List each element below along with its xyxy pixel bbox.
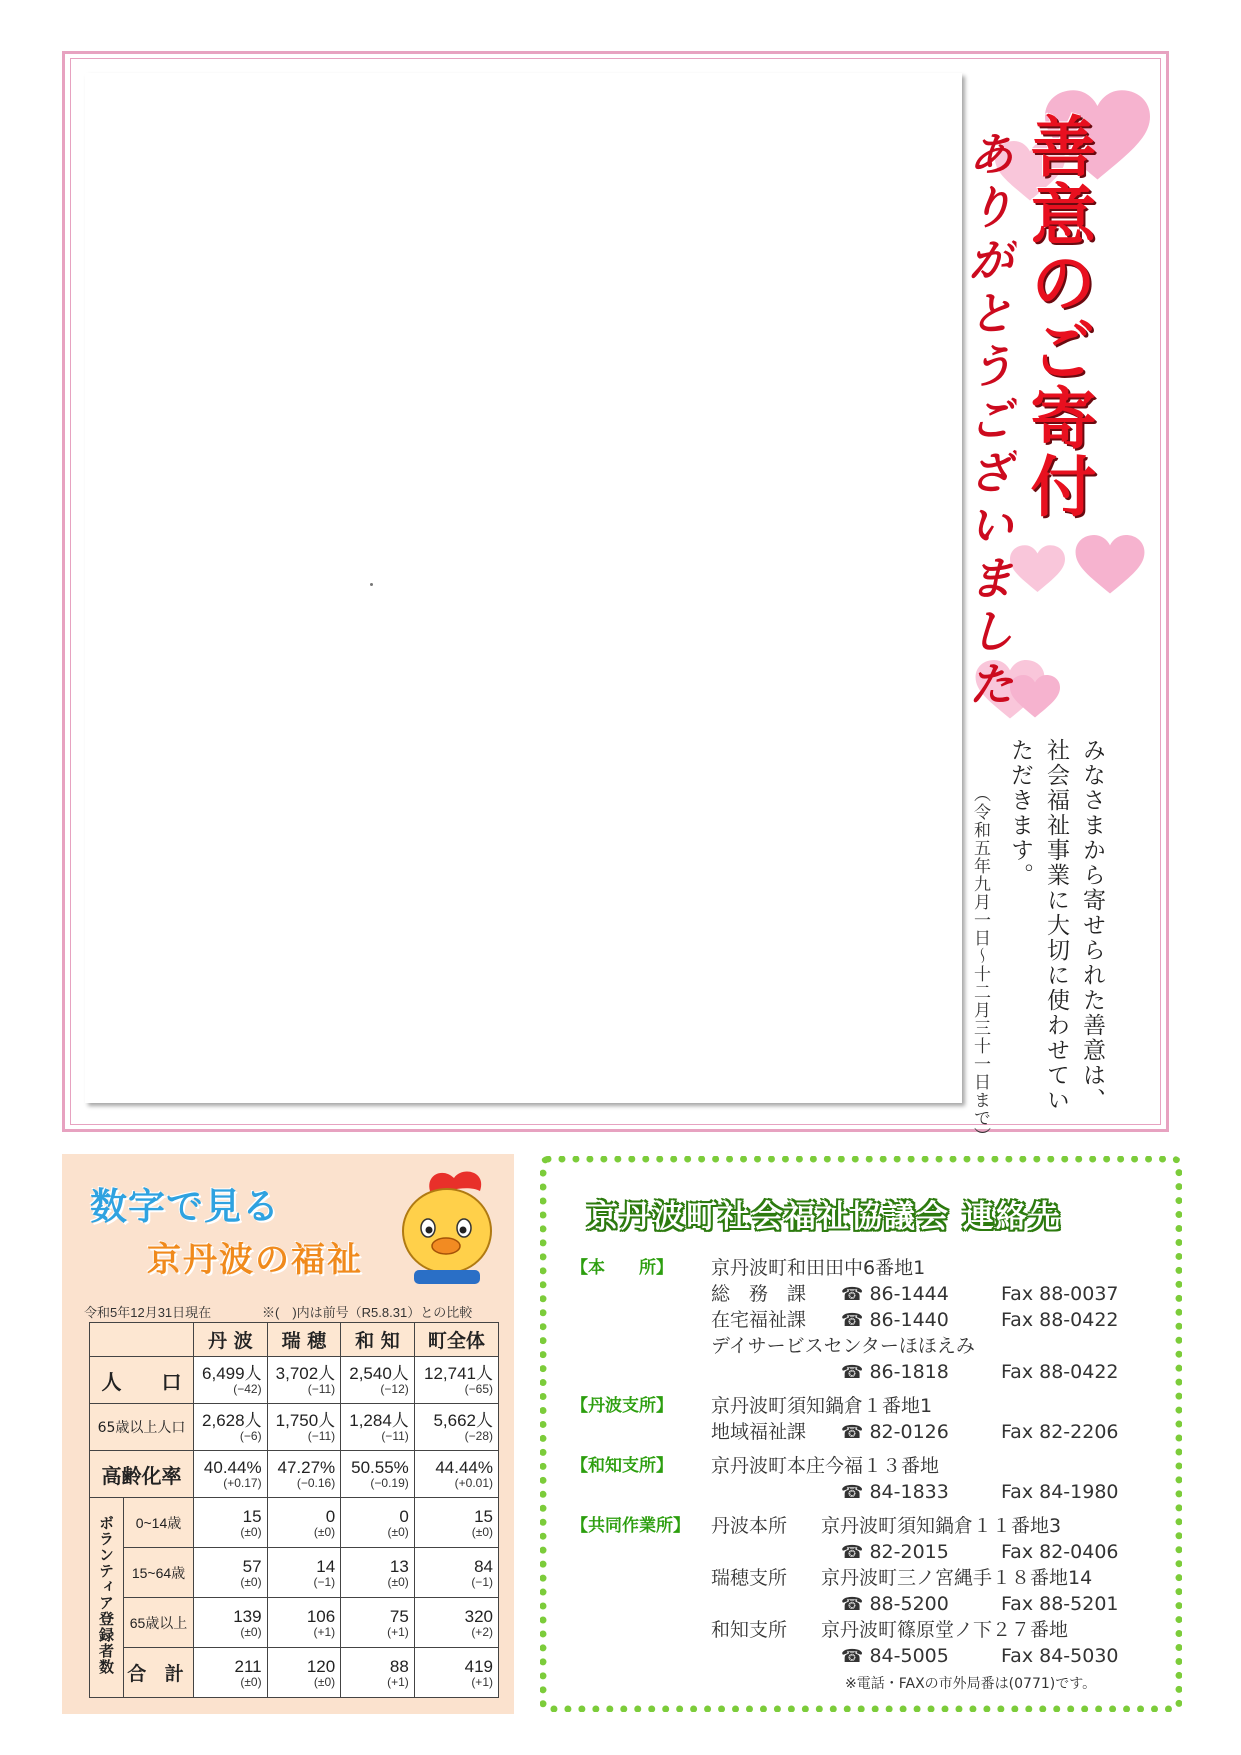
cell-diff: (±0) [240, 1674, 262, 1689]
phone-icon: ☎ [841, 1594, 864, 1615]
table-cell [267, 1648, 341, 1698]
list-item [571, 1281, 1171, 1307]
fax-number: Fax 82-0406 [1001, 1541, 1119, 1563]
list-item [571, 1617, 1171, 1643]
table-cell [194, 1451, 268, 1498]
cell-value: 419 [464, 1656, 493, 1676]
table-cell [194, 1548, 268, 1598]
table-cell [414, 1357, 498, 1404]
cell-value: 14 [316, 1556, 336, 1576]
office-label-tamba: 【丹波支所】 [571, 1396, 673, 1416]
cell-diff: (±0) [313, 1524, 336, 1539]
cell-diff: (−11) [307, 1429, 336, 1443]
cell-diff: (+1) [387, 1624, 409, 1639]
cell-value: 84 [474, 1556, 493, 1576]
phone-number-text: 86-1440 [869, 1309, 949, 1331]
donation-body: みなさまから寄せられた善意は、社会福祉事業に大切に使わせていただきます。 [1007, 738, 1105, 1113]
table-cell [414, 1404, 498, 1451]
phone-number [841, 1419, 949, 1446]
row-label-elderly-population: 65歳以上人口 [90, 1404, 194, 1451]
cell-value: 3,702人 [275, 1364, 336, 1383]
table-cell [414, 1498, 498, 1548]
list-item [571, 1565, 1171, 1591]
cell-diff: (±0) [471, 1524, 493, 1539]
cell-value: 0 [325, 1506, 336, 1526]
phone-number-text: 82-0126 [869, 1421, 949, 1443]
cell-value: 120 [306, 1656, 336, 1676]
phone-number [841, 1479, 949, 1506]
cell-diff: (−65) [464, 1382, 493, 1396]
cell-diff: (±0) [387, 1574, 409, 1589]
table-cell [267, 1404, 341, 1451]
stats-comparison-note: ※( )内は前号（R5.8.31）との比較 [262, 1305, 473, 1320]
table-cell [341, 1548, 415, 1598]
stats-panel [62, 1154, 514, 1714]
list-item [571, 1479, 1171, 1505]
table-cell [267, 1451, 341, 1498]
cell-value: 57 [242, 1556, 262, 1576]
cell-value: 6,499人 [202, 1364, 262, 1383]
cell-diff: (−11) [381, 1429, 409, 1443]
row-label-population: 人 口 [90, 1357, 194, 1404]
volunteer-count-label [90, 1498, 124, 1698]
list-item [571, 1307, 1171, 1333]
phone-icon: ☎ [841, 1362, 864, 1383]
table-cell [341, 1451, 415, 1498]
table-cell [267, 1357, 341, 1404]
row-label-age-0-14: 0~14歳 [124, 1498, 194, 1548]
column-header: 丹 波 [194, 1323, 268, 1357]
cell-diff: (−12) [380, 1382, 409, 1396]
cell-value: 50.55% [351, 1458, 409, 1477]
cell-diff: (−6) [239, 1429, 262, 1443]
table-cell [267, 1598, 341, 1648]
contact-body [571, 1255, 1171, 1669]
row-label-age-15-64: 15~64歳 [124, 1548, 194, 1598]
list-item [571, 1513, 1171, 1539]
site-name: 丹波本所 [711, 1515, 788, 1537]
column-header: 瑞 穂 [267, 1323, 341, 1357]
list-item [571, 1393, 1171, 1419]
volunteer-count-label-text: ボランティア登録者数 [97, 1515, 115, 1675]
cell-value: 88 [389, 1656, 409, 1676]
cell-diff: (+0.17) [223, 1476, 262, 1490]
phone-number-text: 82-2015 [869, 1541, 949, 1563]
stats-heading-line1: 数字で見る [90, 1185, 280, 1228]
address: 京丹波町三ノ宮縄手１８番地14 [821, 1567, 1093, 1589]
list-item [571, 1539, 1171, 1565]
cell-value: 75 [389, 1606, 409, 1626]
address: 京丹波町須知鍋倉１番地1 [711, 1395, 933, 1417]
table-cell [194, 1404, 268, 1451]
cell-diff: (+1) [387, 1674, 409, 1689]
table-row [90, 1648, 499, 1698]
list-item [571, 1643, 1171, 1669]
table-cell [341, 1404, 415, 1451]
phone-number-text: 84-1833 [869, 1481, 949, 1503]
cell-value: 1,750人 [275, 1411, 336, 1430]
cell-value: 139 [233, 1606, 262, 1626]
list-item [571, 1419, 1171, 1445]
contact-title: 京丹波町社会福祉協議会 連絡先 [587, 1199, 1062, 1235]
phone-number [841, 1359, 949, 1386]
phone-number [841, 1281, 949, 1308]
phone-number [841, 1591, 949, 1618]
fax-number: Fax 88-0422 [1001, 1361, 1119, 1383]
cell-diff: (±0) [240, 1524, 262, 1539]
column-header: 和 知 [341, 1323, 415, 1357]
heart-icon [1075, 535, 1145, 597]
mascot-character-icon [392, 1166, 502, 1286]
phone-number [841, 1539, 949, 1566]
cell-diff: (−28) [464, 1429, 493, 1443]
cell-diff: (±0) [240, 1574, 262, 1589]
stats-table [89, 1322, 499, 1698]
cell-value: 15 [474, 1506, 493, 1526]
cell-value: 44.44% [435, 1458, 493, 1477]
phone-icon: ☎ [841, 1646, 864, 1667]
cell-diff: (+1) [471, 1674, 493, 1689]
department: デイサービスセンターほほえみ [711, 1335, 975, 1357]
site-name: 和知支所 [711, 1619, 788, 1641]
cell-value: 0 [399, 1506, 409, 1526]
table-corner-cell [90, 1323, 194, 1357]
phone-number-text: 86-1818 [869, 1361, 949, 1383]
phone-number-text: 84-5005 [869, 1645, 949, 1667]
list-item [571, 1453, 1171, 1479]
cell-value: 106 [306, 1606, 336, 1626]
cell-diff: (−0.16) [296, 1476, 336, 1490]
table-cell [267, 1498, 341, 1548]
cell-diff: (+2) [471, 1624, 493, 1639]
phone-number-text: 88-5200 [869, 1593, 949, 1615]
phone-icon: ☎ [841, 1542, 864, 1563]
table-row [90, 1498, 499, 1548]
fax-number: Fax 88-0037 [1001, 1283, 1119, 1305]
cell-value: 2,540人 [349, 1364, 409, 1383]
department: 地域福祉課 [711, 1421, 807, 1443]
cell-value: 320 [464, 1606, 493, 1626]
cell-value: 13 [389, 1556, 409, 1576]
cell-diff: (−0.19) [370, 1476, 409, 1490]
phone-icon: ☎ [841, 1284, 864, 1305]
donation-period: （令和五年九月一日～十二月三十一日まで） [970, 785, 990, 1145]
table-cell [414, 1548, 498, 1598]
thanks-text: ありがとうございました [961, 130, 1015, 713]
cell-diff: (−1) [313, 1574, 336, 1589]
phone-icon: ☎ [841, 1422, 864, 1443]
site-name: 瑞穂支所 [711, 1567, 788, 1589]
stats-heading-line2: 京丹波の福祉 [147, 1240, 363, 1280]
fax-number: Fax 88-5201 [1001, 1593, 1119, 1615]
cell-value: 40.44% [203, 1458, 262, 1477]
contact-panel [540, 1156, 1182, 1712]
table-cell [414, 1598, 498, 1648]
cell-value: 211 [234, 1656, 262, 1676]
table-header-row [90, 1323, 499, 1357]
office-label-main: 【本 所】 [571, 1258, 673, 1278]
table-cell [341, 1598, 415, 1648]
address: 京丹波町和田田中6番地1 [711, 1257, 926, 1279]
fax-number: Fax 88-0422 [1001, 1309, 1119, 1331]
cell-value: 15 [242, 1506, 262, 1526]
fax-number: Fax 82-2206 [1001, 1421, 1119, 1443]
address: 京丹波町須知鍋倉１１番地3 [821, 1515, 1062, 1537]
table-cell [194, 1498, 268, 1548]
cell-diff: (−1) [471, 1574, 493, 1589]
cell-diff: (−42) [233, 1382, 262, 1396]
table-cell [341, 1498, 415, 1548]
stats-as-of-date: 令和5年12月31日現在 [84, 1305, 212, 1320]
table-cell [414, 1648, 498, 1698]
phone-number [841, 1307, 949, 1334]
table-row [90, 1451, 499, 1498]
table-row [90, 1548, 499, 1598]
department: 総 務 課 [711, 1283, 807, 1305]
list-item [571, 1591, 1171, 1617]
department: 在宅福祉課 [711, 1309, 807, 1331]
fax-number: Fax 84-5030 [1001, 1645, 1119, 1667]
phone-icon: ☎ [841, 1482, 864, 1503]
row-label-aging-rate: 高齢化率 [90, 1451, 194, 1498]
cell-diff: (±0) [313, 1674, 336, 1689]
cell-value: 47.27% [277, 1458, 336, 1477]
address: 京丹波町篠原堂ノ下２７番地 [821, 1619, 1069, 1641]
cell-value: 2,628人 [202, 1411, 262, 1430]
fax-number: Fax 84-1980 [1001, 1481, 1119, 1503]
phone-number-text: 86-1444 [869, 1283, 949, 1305]
row-label-age-65-plus: 65歳以上 [124, 1598, 194, 1648]
cell-diff: (+0.01) [454, 1476, 493, 1490]
phone-number [841, 1643, 949, 1670]
contact-footnote: ※電話・FAXの市外局番は(0771)です。 [845, 1676, 1097, 1692]
table-row [90, 1404, 499, 1451]
cell-value: 12,741人 [424, 1364, 493, 1383]
table-cell [341, 1357, 415, 1404]
office-label-workshop: 【共同作業所】 [571, 1516, 690, 1536]
list-item [571, 1359, 1171, 1385]
table-row [90, 1357, 499, 1404]
table-cell [341, 1648, 415, 1698]
office-label-wachi: 【和知支所】 [571, 1456, 673, 1476]
cell-diff: (+1) [313, 1624, 336, 1639]
table-cell [267, 1548, 341, 1598]
donation-title: 善意のご寄付 [1019, 112, 1096, 520]
list-item [571, 1255, 1171, 1281]
column-header: 町全体 [414, 1323, 498, 1357]
row-label-total: 合 計 [124, 1648, 194, 1698]
list-item [571, 1333, 1171, 1359]
address: 京丹波町本庄今福１３番地 [711, 1455, 940, 1477]
table-cell [194, 1648, 268, 1698]
cell-diff: (−11) [307, 1382, 336, 1396]
photo-placeholder [85, 73, 962, 1103]
cell-value: 5,662人 [433, 1411, 493, 1430]
table-row [90, 1598, 499, 1648]
cell-value: 1,284人 [349, 1411, 409, 1430]
cell-diff: (±0) [387, 1524, 409, 1539]
cell-diff: (±0) [240, 1624, 262, 1639]
table-cell [194, 1598, 268, 1648]
phone-icon: ☎ [841, 1310, 864, 1331]
table-cell [194, 1357, 268, 1404]
table-cell [414, 1451, 498, 1498]
